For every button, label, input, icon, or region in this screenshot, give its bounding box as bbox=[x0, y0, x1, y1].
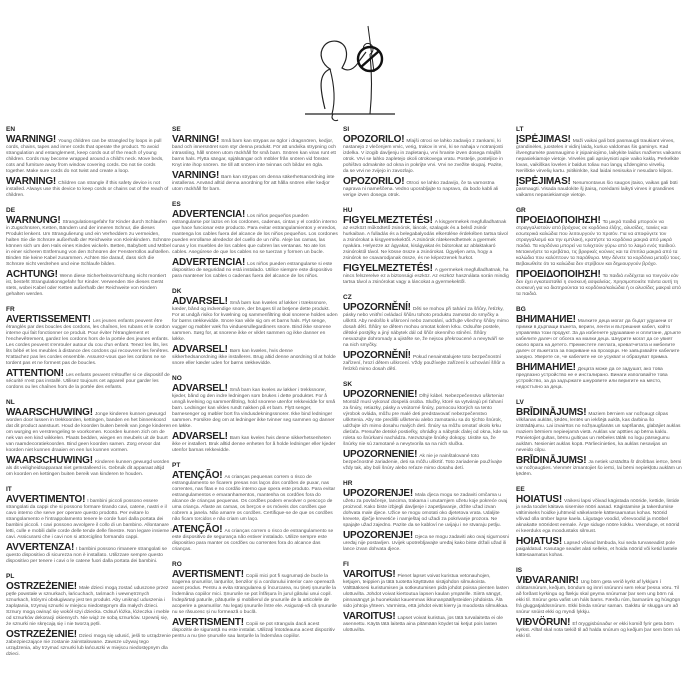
warning-title: AVERTISMENT! bbox=[172, 569, 244, 580]
warning-paragraph bbox=[172, 471, 338, 523]
language-code: DE bbox=[6, 207, 16, 214]
language-code: CZ bbox=[343, 294, 352, 301]
warning-text: Ung börn geta verið kyrkt af lykkjum í dráttarsnúrum, keðjum, böndum og innri snúrunni sem rekur þessa vöru. Til að forðast kyrkingu og flækju skal geyma snúrurnar þar sem ung börn ná ekki til. Snúrur geta vafist um háls barns. Færðu rúm, barnarúm og húsgögn frá gluggatjaldssnúrum. Ekki binda snúrur saman. Gakktu úr skugga um að snúrur snúist ekki og myndi lykkju. bbox=[516, 580, 681, 615]
language-code: EN bbox=[6, 126, 16, 133]
language-code: PT bbox=[172, 462, 181, 469]
warning-paragraph bbox=[516, 576, 682, 616]
warning-text: A kisgyermekek megfulladhatnak az eszközt működtető zsinórok, láncok, szalagok és a belső zsinór hurkaiban. A fulladás és a belegabalyodás elkerülése érdekében tartsa távol a zsinórokat a kisgyermekektől. A zsinórok rátekeredhetnek a gyermek nyakára. Helyezze az ágyakat, kiságyakat és bútorokat az ablaktakaró zsinóroktól távol. Ne kösse össze a zsinórokat. Ügyeljen arra, hogy a zsinórok ne csavarodjanak össze, és ne képezzenek hurkot. bbox=[343, 220, 508, 261]
warning-title: AVVERTIMENTO! bbox=[6, 494, 86, 505]
warning-text: A gyermekek megfulladhatnak, ha nincs felszerelve ez a biztonsági eszköz. Az eszköz használata során mindig tartsa távol a zsinórokat vagy a láncokat a gyermekektől. bbox=[343, 268, 509, 285]
warning-paragraph bbox=[172, 618, 338, 640]
warning-paragraph bbox=[343, 351, 509, 373]
warning-title: ADVERTENCIA! bbox=[172, 209, 246, 220]
warning-text: Copiii mici pot fi sugrumați de bucle la tragerea șnururilor, lanțurilor, benzilor și a cordonului interior care operează acest produs. Pentru a evita strangularea și încurcarea, nu țineți șnururile la îndemâna copiilor mici. Șnururile se pot înfășura în jurul gâtului unui copil. Îndepărtați paturile, pătuțurile și mobilierul de șnururile de la articolele de acoperire a geamurilor. Nu legați șnururile între ele. Asigurați-vă că șnururile nu se răsucesc și nu formează o buclă. bbox=[172, 574, 337, 615]
warning-text: Djeca se mogu zadaviti ako ovaj sigurnosni uređaj nije postavljen. Uvijek upotrebljavajte uređaj kako biste držali užad ili lance izvan dohvata djece. bbox=[343, 535, 509, 552]
warning-title: VARNING! bbox=[172, 170, 220, 181]
warning-text: Børn kan kvæles, hvis denne sikkerhedsanordning ikke installeres. Brug altid denne anordning til at holde snore eller kæder uden for børns rækkevidde. bbox=[172, 349, 336, 366]
warning-paragraph bbox=[343, 390, 509, 448]
language-code: BG bbox=[516, 306, 526, 313]
warning-text: As crianças correm o risco de estrangulamento se este dispositivo de segurança não estiver instalado. Utilize sempre este dispositivo para manter os cordões ou correntes fora do alcance das crianças. bbox=[172, 529, 334, 552]
warning-section-no bbox=[172, 375, 338, 456]
warning-text: Les enfants peuvent s'étouffer si ce dispositif de sécurité n'est pas installé. Utilisez toujours cet appareil pour garder les cordons ou les chaînes hors de la portée des enfants. bbox=[6, 373, 170, 390]
warning-text: I bambini possono rimanere strangolati se questo dispositivo di sicurezza non è installato. Utilizzare sempre questo dispositivo per tenere i cavi o le catene fuori dalla portata dei bambini. bbox=[6, 547, 167, 564]
warning-paragraph bbox=[516, 216, 682, 268]
warning-title: ĮSPĖJIMAS! bbox=[516, 134, 571, 145]
warning-title: ΠΡΟΕΙΔΟΠΟΙΗΣΗ! bbox=[516, 215, 601, 226]
warning-title: ATENÇÃO! bbox=[172, 524, 223, 535]
language-code: FR bbox=[6, 306, 15, 313]
warning-title: ВНИМАНИЕ! bbox=[516, 362, 576, 373]
language-code: GR bbox=[516, 207, 526, 214]
warning-text: Otroci se lahko zadavijo, če ta varnostna naprava ni nameščena. Vedno uporabljajte to napravo, da bodo kabli ali verige izven dosega otrok. bbox=[343, 181, 499, 198]
warning-section-fi bbox=[343, 561, 509, 636]
warning-text: Strangulationsgefahr für Kinder durch Schlaufen in Zugschnüren, Ketten, Bändern und der inneren Schnur, die dieses Produkt lenkent. Um Strangulierung und ein Verheddern zu vermeiden, halten Sie die Schnüre außerhalb der Reichweite von Kleinkindern. Schnüre können sich um den Hals eines Kindes wickeln. Betten, Babybett und Möbel in einer sicheren Entfernung von den Schnüren der Fensterrollos aufstellen. Binden Sie keine Kabel zusammen. Achten Sie darauf, dass sich die Schnüre nicht verdrehen und eine Schlaufe bilden. bbox=[6, 220, 171, 267]
warning-title: ATTENTION! bbox=[6, 368, 64, 379]
warning-text: Barn kan strypas om denna säkerhetsanordning inte installeras. Använd alltid denna anordning för att hålla snören eller kedjor utom räckhåll för barn. bbox=[172, 175, 335, 192]
warning-paragraph bbox=[516, 537, 682, 559]
warning-paragraph bbox=[6, 315, 172, 367]
warning-title: WAARSCHUWING! bbox=[6, 407, 93, 418]
language-code: EE bbox=[516, 486, 525, 493]
warning-text: Jonge kinderen kunnen gewurgd worden door lussen in trekkoorden, kettingen, banden en het binnenkoord dat dit product aanstuurt. Houd de koorden buiten bereik van jonge kinderen om wurging en verstrengeling te voorkomen. Koorden kunnen zich om de nek van een kind wikkelen. Plaats bedden, wiegen en meubels uit de buurt van raamdecoratiekoorden. Bind geen koorden samen. Zorg ervoor dat koorden niet kunnen draaien en een lus kunnen vormen. bbox=[6, 412, 172, 453]
warning-text: Pokud nenainstalujete toto bezpečnostní zařízení, hrozí dětem uškrcení. Vždy používejte zařízení k uchování šňůr a řetízků mimo dosah dětí. bbox=[343, 355, 505, 372]
warning-paragraph bbox=[6, 456, 172, 478]
warning-text: Pienet lapset voivat kuristua vetonauhojen, ketjujen, teippien ja tätä tuotetta käyttävän sisäjohdon silmukoista. Välttääksesi kuristumisen ja sotkeutumisen pidä johdot poissa pienten lasten ulottuvilta. Johdot voivat kiertoutua lapsen kaulan ympärille. Siirrä sängyt, pinnasängyt ja huonekalut kauemmas ikkunanpäällysteiden johdoista. Älä sido johtoja yhteen. Varmista, että johdot eivät kierry ja muodosta silmukkaa. bbox=[343, 574, 509, 609]
warning-title: WARNUNG! bbox=[6, 215, 61, 226]
warning-section-ee bbox=[516, 486, 682, 561]
warning-paragraph bbox=[6, 369, 172, 391]
warning-paragraph bbox=[343, 135, 509, 175]
warning-paragraph bbox=[6, 270, 172, 298]
warning-title: ΠΡΟΕΙΔΟΠΟΙΗΣΗ! bbox=[516, 269, 601, 280]
warning-paragraph bbox=[6, 630, 172, 658]
warning-paragraph bbox=[343, 450, 509, 472]
language-code: HU bbox=[343, 207, 353, 214]
warning-paragraph bbox=[516, 135, 682, 175]
language-code: SI bbox=[343, 126, 350, 133]
warning-paragraph bbox=[6, 408, 172, 454]
warning-title: ATENÇÃO! bbox=[172, 470, 223, 481]
warning-text: Τα μικρά παιδιά μπορούν να στραγγαλιστούν από βρόχους σε κορδόνια έλξης, αλυσίδες, ταινίες και εσωτερικά καλώδια που λειτουργούν το προϊόν. Για να αποφύγετε τον στραγγαλισμό και την εμπλοκή, κρατήστε τα κορδόνια μακριά από μικρά παιδιά. Τα κορδόνια μπορεί να τυλιχτούν γύρω από το λαιμό ενός παιδιού. Μετακινήστε τα κρεβάτια, τις βρεφικές κούνιες και τα έπιπλα μακριά από τα καλώδια που καλύπτουν τα παράθυρα. Μην δένετε τα κορδόνια μεταξύ τους. Βεβαιωθείτε ότι τα καλώδια δεν στρίβουν και δημιουργούν βρόχο. bbox=[516, 220, 682, 267]
warning-text: Väikesi lapsi võivad kägistada nööride, kettide, lintide ja seda toodet käitava sisemise nööri aasad. Kägistamise ja takerdumise vältimiseks hoidke juhtmeid väikelastele kättesaamatus kohas. Nöörid võivad olla ümber lapse kaela. Liigutage voodid, võrevoodid ja mööbel aknakatte nööridest eemale. Ärge siduge nööre kokku. Veenduge, et nöörid ei keerduks ega moodustaks silmust. bbox=[516, 499, 680, 534]
warning-text: Nesumontavus šio saugos įtaiso, vaikas gali būti pasmaugti. Visada naudokite šį įtaisą, norėdami laikyti virves ir grandines vaikams nepasiekiamoje vietoje. bbox=[516, 181, 678, 198]
warning-paragraph bbox=[172, 135, 338, 169]
warning-paragraph bbox=[343, 570, 509, 610]
warning-title: UPOZORENJE! bbox=[343, 530, 414, 541]
warning-section-lt bbox=[516, 126, 682, 201]
warning-section-pt bbox=[172, 462, 338, 555]
warning-title: ADVERTENCIA! bbox=[172, 257, 246, 268]
warning-paragraph bbox=[516, 177, 682, 199]
warning-title: UPOZORNENIE! bbox=[343, 449, 418, 460]
language-code: RO bbox=[172, 561, 182, 568]
warning-title: ADVARSEL! bbox=[172, 383, 228, 394]
warning-paragraph bbox=[343, 612, 509, 634]
warning-title: AVERTISMENT! bbox=[172, 617, 244, 628]
warning-paragraph bbox=[6, 495, 172, 541]
warning-title: OSTRZEŻENIE! bbox=[6, 629, 77, 640]
warning-title: WAARSCHUWING! bbox=[6, 455, 93, 466]
warning-text: As crianças pequenas correm o risco de estrangulamento se ficarem presas nos laços dos cordões de puxar, nas correntes, nas fitas e no cordão interno que opera este produto. Para evitar estrangulamentos e emaranhamentos, mantenha os cordões fora do alcance de crianças pequenas. Os cordões podem envolver o pescoço de uma criança. Afaste as camas, os berços e os móveis dos cordões que cobrem a janela. Não amarre os cordões. Certifique-se de que os cordões não ficam torcidos e não criam um laço. bbox=[172, 475, 336, 522]
warning-text: Små barn kan strypas av öglor i dragsnören, kedjor, band och innersnöret som styr denna produkt. För att undvika strypning och intrassling, håll snören utom räckhåll för små barn. Snören kan viras runt ett barns hals. Flytta sängar, spjälsängar och möbler från snören vid fönster. Knyt inte ihop snören. Se till att snören inte tvinnas och bildar en ögla. bbox=[172, 139, 336, 168]
warning-text: Små børn kan kvæles af løkker i trækssnore, kæder, bånd og indvendige snore, der bruges til at betjene dette produkt. For at undgå risiko for kvælning og sammenfiltring skal snorene holdes uden for børns rækkevidde. Snore kan vikle sig om et barns hals. Flyt senge, vugger og møbler væk fra vinduesrullegardiners snore. Bind ikke snorene sammen. Sørg for, at snorene ikke er viklet sammen og ikke danner en løkke. bbox=[172, 301, 338, 342]
warning-paragraph bbox=[516, 456, 682, 478]
warning-text: Τα παιδιά ενδέχεται να πνιγούν εάν δεν έχει εγκατασταθεί η συσκευή ασφαλείας. Χρησιμοποιείτε πάντα αυτή τη συσκευή για να διατηρούνται τα κορδόνια/καλώδια ή οι αλυσίδες μακριά από τα παιδιά. bbox=[516, 274, 681, 297]
warning-paragraph bbox=[343, 489, 509, 529]
warning-title: VIÐVÖRUN! bbox=[516, 617, 571, 628]
warning-title: VARNING! bbox=[172, 134, 220, 145]
warning-title: OPOZORILO! bbox=[343, 134, 405, 145]
warning-title: ADVARSEL! bbox=[172, 431, 228, 442]
language-code: NO bbox=[172, 375, 182, 382]
language-code: DK bbox=[172, 288, 182, 295]
warning-paragraph bbox=[516, 495, 682, 535]
warning-text: I bambini piccoli possono essere strangolati da cappi che si possono formare tirando cavi, catene, nastri e il cavo interno che serve per operare questo prodotto. Per evitare lo strangolamento e l'intrappolamento tenere le corde fuori dalla portata dei bambini piccoli. I cavi possono avvolgere il collo di un bambino. Allontanare letti, culle e mobili dalle corde delle tende delle finestre. Non legare insieme i cavi. Assicurarsi che i cavi non si attorciglino formando cappi. bbox=[6, 499, 172, 540]
warning-title: HOIATUS! bbox=[516, 536, 562, 547]
warning-paragraph bbox=[172, 171, 338, 193]
warning-paragraph bbox=[172, 525, 338, 553]
warning-title: OSTRZEŻENIE! bbox=[6, 581, 77, 592]
warning-text: Young children can be strangled by loops in pull cords, chains, tapes and inner cords that operate the product. To avoid strangulation and entanglement, keep cords out of the reach of young children. Cords may become wrapped around a child's neck. Move beds, cots and furniture away from window covering cords. Do not tie cords together. Make sure cords do not twist and create a loop. bbox=[6, 139, 164, 174]
warning-paragraph bbox=[343, 531, 509, 553]
warning-text: Малките деца могат да бъдат удушени от примки в дърпащи въжета, вериги, ленти и вътрешния кабел, който управлява този продукт. За да избегнете удушаване и оплитане, дръжте кабелите далеч от обсега на малки деца. Шнурите могат да се увият около врата на детето. Преместете леглата, креватчетата и мебелите далеч от въжетата за покриване на прозорци. Не завързвайте кабелите заедно. Уверете се, че кабелите не се усукват и образуват примка. bbox=[516, 319, 682, 360]
warning-column bbox=[6, 126, 172, 666]
warning-paragraph bbox=[516, 618, 682, 640]
language-code: SE bbox=[172, 126, 181, 133]
warning-section-dk bbox=[172, 288, 338, 369]
warning-paragraph bbox=[172, 432, 338, 454]
warning-text: Lapsed võivad lämbuda, kui seda turvaseadist pole paigaldatud. Kasutage seadet alati selleks, et hoida nöörid või ketid lastele kättesaamatus kohas. bbox=[516, 541, 678, 558]
warning-text: Maziem bērniem var nožņaugt cilpas vilkšanas auklās, ķēdēs, lentēs un iekšējā auklā, kas darbina šo izstrādājumu. Lai izvairītos no nožņaugšanās un sapīšanās, glabājiet auklas maziem bērniem nepieejamā vietā. Auklas var aptīties ap bērna kaklu. Pārvietojiet gultas, bērnu gultiņas un mēbeles tālāk no logu pārsegumu auklām. Nesieniet auklas kopā. Pārliecinieties, ka auklas nesavijas un neveido cilpu. bbox=[516, 412, 681, 453]
warning-title: UPOZORNĚNÍ! bbox=[343, 350, 411, 361]
warning-text: Los niños pequeños pueden estrangularse por lazos en los cordones, cadenas, cintas y el cordón interno que hace funcionar este producto. Para evitar estrangulamientos y enredos, mantenga los cables fuera del alcance de los niños pequeños. Los cordones pueden enrollarse alrededor del cuello de un niño. Aleje las camas, las cunas y los muebles de los cables que cubren las ventanas. No ate los cables. Asegúrese de que los cables no se tuerzan y formen un bucle. bbox=[172, 214, 338, 255]
warning-paragraph bbox=[172, 570, 338, 616]
warning-section-se bbox=[172, 126, 338, 195]
warning-paragraph bbox=[343, 216, 509, 262]
language-code: PL bbox=[6, 573, 15, 580]
warning-text: Mala djeca mogu se zadaviti omčama u užetu za povlačenje, lancima, trakama i unutarnjem užetu koje pokreće ovaj proizvod. Kako biste izbjegli davljenje i zapetljavanje, držite užad izvan dohvata male djece. Užice se mogu omotati oko djetetova vrata. Udaljite krevete, dječje krevetiće i namještaj od užadi za pokrivanje prozora. Ne spajajte užad zajedno. Pazite da se kabloví ne uvijaju i ne stvaraju petlju. bbox=[343, 493, 508, 528]
warning-paragraph bbox=[516, 408, 682, 454]
warning-text: Małe dzieci mogą zostać uduszone przez pętle powstałe w sznurkach, łańcuchach, taśmach i wewnętrznych sznurkach, którymi obsługiwany jest ten produkt. Aby uniknąć uduszenia i zaplątania, trzymaj sznurki w miejscu niedostępnym dla małych dzieci. Sznury mogą owinąć się wokół szyi dziecka. Odsuń łóżka, łóżeczka i meble od sznurków dekoracji okiennych. Nie wiąż ze sobą sznurków. Upewnij się, że sznurki nie skręcają się i nie tworzą pętli. bbox=[6, 586, 170, 627]
language-code: NL bbox=[6, 399, 15, 406]
warning-column bbox=[516, 126, 682, 648]
warning-paragraph bbox=[6, 216, 172, 268]
warning-title: HOIATUS! bbox=[516, 494, 562, 505]
warning-paragraph bbox=[172, 345, 338, 367]
warning-text: Děti se mohou při tahání za šňůry, řetízky, pásky nebo vnitřní ovládací šňůru tohoto produktu zamotat do smyčky a uškrtit. Aby nedošlo k uškrcení nebo zamotání, udržujte všechny šňůry mimo dosah dětí. Šňůry se dětem mohou omotat kolem krku. Odsuňte postele, dětské postýlky a jiný nábytek dál od šňůr okenního stínění. Šňůry nesvazujte dohromady a ujistěte se, že nejsou překroucené a nevytváří se na nich smyčky. bbox=[343, 307, 509, 348]
child-pulling-cord-prohibited-icon bbox=[290, 14, 410, 124]
warning-paragraph bbox=[172, 210, 338, 256]
warning-text: Mlajši otroci se lahko zadavijo z zankami, ki nastanejo z vlečenjem vrvic, verig, trakov in vrvi, ki se nahaja v notranjosti izdelka. V izogib davljenju in zapletanju, vrvi hranite izven dosega mlajših otrok. Vrvi se lahko zapletejo okoli otrokovega vratu. Postelje, posteljice in pohištvo odmaknite od okna in pokrijte vrvi. Vrvi ne zvežite skupaj. Pazite, da se vrvi ne zvijejo in zavozlajo. bbox=[343, 139, 503, 174]
warning-section-de bbox=[6, 207, 172, 300]
warning-paragraph bbox=[172, 258, 338, 280]
warning-text: Barn kan kveles hvis denne sikkerhetsenheten ikke er installert. Bruk alltid denne enheten for å holde ledninger eller kjeder utenfor barnas rekkevidde. bbox=[172, 436, 336, 453]
warning-text: Les jeunes enfants peuvent être étranglés par des boucles des cordons, les chaînes, les rubans et le cordon interne qui fait fonctionner ce produit. Pour éviter l'étranglement et l'enchevêtrement, gardez les cordons hors de la portée des jeunes enfants. Les cordes peuvent s'enrouler autour du cou d'un enfant. Tenez les lits, les lits bébé et les meubles à distance des cordons qui recouvrent les fenêtres. N'attachez pas les cordes ensemble. Assurez-vous que les cordons ne se tordent pas et ne forment pas de boucles. bbox=[6, 319, 170, 366]
warning-text: Copiii se pot strangula dacă acest dispozitiv de siguranță nu este instalat. Utilizați întotdeauna acest dispozitiv pentru a nu ține șnururile sau lanțurile la îndemâna copiilor. bbox=[172, 622, 335, 639]
warning-paragraph bbox=[172, 297, 338, 343]
warning-section-ro bbox=[172, 561, 338, 642]
warning-section-fr bbox=[6, 306, 172, 393]
language-code: IS bbox=[516, 567, 523, 574]
language-code: LV bbox=[516, 399, 524, 406]
warning-text: Lapset voivat kuristua, jos tätä turvalaitetta ei ole asennettu. Käytä tätä laitetta aina pitämään köydet tai ketjut pois lasten ulottuvilta. bbox=[343, 616, 503, 633]
warning-paragraph bbox=[516, 270, 682, 298]
warning-text: Maži vaikai gali būti pasmaugti traukiant virves, grandinėles, juosteles ir vidinį laidą, kuriuo valdomas šis gaminys. Kad išvengtumėte pasmaugimo ir įsipainiojimo, laikykite laidus mažiems vaikams nepasiekiamoje vietoje. Virvelės gali apsivynioti apie vaiko kaklą. Perkelkite lovas, vaikiškas loveles ir baldus toliau nuo langų uždengimo virvelių. Nerišktie virvelių kartu. Įsitikinkite, kad laidai nesisuka ir nesudaro kilpos. bbox=[516, 139, 681, 174]
warning-paragraph bbox=[6, 177, 172, 199]
warning-paragraph bbox=[6, 135, 172, 175]
language-code: SK bbox=[343, 381, 353, 388]
warning-paragraph bbox=[343, 177, 509, 199]
warning-paragraph bbox=[343, 303, 509, 349]
warning-section-is bbox=[516, 567, 682, 642]
warning-section-nl bbox=[6, 399, 172, 480]
warning-section-cz bbox=[343, 294, 509, 375]
warning-paragraph bbox=[343, 264, 509, 286]
warning-text: Små barn kan kveles av løkker i trekksnorer, kjeder, bånd og den indre ledningen som brukes i dette produktet. For å unngå kvelning og sammenfiltring, hold snorene utenfor rekkevidde for små barn. Ledninger kan vikles rundt nakken på et barn. Flytt senger, barnesenger og møbler bort fra vindusdekningssnorer. Ikke bind ledninger sammen. Forsikre deg om at ledninger ikke tvinner seg sammen og danner en løkke. bbox=[172, 388, 336, 429]
warning-section-si bbox=[343, 126, 509, 201]
warning-text: Wenn diese Sicherheitsvorrichtung nicht montiert ist, besteht Strangulationsgefahr für Kinder. Verwenden Sie dieses Gerät stets, wobei Kabel oder Ketten außerhalb der Reichweite von Kindern gehalten werden. bbox=[6, 274, 166, 297]
warning-title: UPOZORNĚNÍ! bbox=[343, 302, 411, 313]
warning-paragraph bbox=[172, 384, 338, 430]
warning-section-hu bbox=[343, 207, 509, 288]
language-code: IT bbox=[6, 486, 12, 493]
warning-text: Dzieci mogą się udusić, jeśli to urządzenie zabezpieczające nie zostanie zainstalowane. Zawsze używaj tego urządzenia, aby trzymać sznurki lub łańcuszki w miejscu niedostępnym dla dzieci. bbox=[6, 634, 171, 657]
warning-text: Children can strangle if this safety device is not installed. Always use this device to keep cords or chains out of the reach of children. bbox=[6, 181, 169, 198]
warning-section-sk bbox=[343, 381, 509, 474]
warning-title: BRĪDINĀJUMS! bbox=[516, 455, 587, 466]
warning-title: ВНИМАНИЕ! bbox=[516, 314, 576, 325]
language-code: ES bbox=[172, 201, 181, 208]
warning-title: ADVARSEL! bbox=[172, 296, 228, 307]
warning-text: Ja netiek uzstādīta šī drošības ierīce, bērni var nožņaugties. Vienmēr izmantojiet šo ierīci, lai bērni nepiekļūtu auklām un ķēdēm. bbox=[516, 460, 682, 477]
warning-text: Los niños pueden estrangularse si este dispositivo de seguridad no está instalado. Utilice siempre este dispositivo para mantener los cables o cadenas fuera del alcance de los niños. bbox=[172, 262, 333, 279]
warning-column bbox=[172, 126, 338, 648]
warning-section-it bbox=[6, 486, 172, 567]
language-code: HR bbox=[343, 480, 353, 487]
warning-section-en bbox=[6, 126, 172, 201]
warning-title: WARNING! bbox=[6, 134, 57, 145]
warning-title: ACHTUNG! bbox=[6, 269, 58, 280]
warning-section-gr bbox=[516, 207, 682, 300]
warning-text: Dlhý kábel. Nebezpečenstvo uškrtenia! Montáž musí vykonať dospelá osoba. Slučky, ktoré sa vytvárajú pri ťahaní za šnúry, retiazky, pásky a vnútorné šnúry, pomocou ktorých sa tento výrobok ovláda, môžu pre malé deti predstavovať nebezpečenstvo uškrtenia. Aby ste predišli uškrteniu alebo zamotaniu sa do týchto šnúrok, udržujte ich mimo dosahu malých detí. Šnúry sa môžu omotať okolo krku dieťaťa. Presuňte detské postieľky, ohrádky a nábytok ďalej od okna, kde sa roleta so šnúrkami nachádza. Nezväzujte šnúrky dokopy. Uistite sa, že šnúrky nie sú zamotané a nevytvorila sa na nich slučka. bbox=[343, 394, 508, 447]
warning-title: ADVARSEL! bbox=[172, 344, 228, 355]
warning-title: VIÐVARANIR! bbox=[516, 575, 579, 586]
warning-text: Ak nie je nainštalované toto bezpečnostné zariadenie, deti sa môžu uškrtiť. Toto zariadenie používajte vždy tak, aby boli šnúry alebo reťaze mimo dosahu detí. bbox=[343, 454, 503, 471]
language-code: LT bbox=[516, 126, 524, 133]
warning-title: VAROITUS! bbox=[343, 611, 396, 622]
warning-text: Ef öryggisbúnaður er ekki komið fyrir geta börn kyrkst. Alltaf skal nota tækið til að halda snúrum og keðjum þar sem börn ná ekki til. bbox=[516, 622, 680, 639]
warning-paragraph bbox=[6, 543, 172, 565]
warning-section-es bbox=[172, 201, 338, 282]
warning-text: Kinderen kunnen gewurgd worden als dit veiligheidsapparaat niet geïnstalleerd is. Gebruik dit apparaat altijd om koorden en kettingen buiten bereik van kinderen te houden. bbox=[6, 460, 170, 477]
warning-column bbox=[343, 126, 509, 642]
warning-text: Децата може да се задушат, ако това предпазно устройство не е инсталирано. Винаги използвайте това устройство, за да задържате шнуровете или веригите на място, недостъпно за деца. bbox=[516, 367, 668, 390]
warning-paragraph bbox=[6, 582, 172, 628]
warning-title: OPOZORILO! bbox=[343, 176, 405, 187]
language-code: FI bbox=[343, 561, 349, 568]
warning-title: BRĪDINĀJUMS! bbox=[516, 407, 587, 418]
warning-paragraph bbox=[516, 315, 682, 361]
warning-title: UPOZORENJE! bbox=[343, 488, 414, 499]
warning-section-pl bbox=[6, 573, 172, 660]
warning-paragraph bbox=[516, 363, 682, 391]
warning-title: UPOZORNENIE! bbox=[343, 389, 418, 400]
warning-title: FIGYELMEZTETÉS! bbox=[343, 215, 433, 226]
warning-title: VAROITUS! bbox=[343, 569, 396, 580]
warning-title: AVVERTENZA! bbox=[6, 542, 75, 553]
warning-section-hr bbox=[343, 480, 509, 555]
warning-section-lv bbox=[516, 399, 682, 480]
warning-title: WARNING! bbox=[6, 176, 57, 187]
warning-section-bg bbox=[516, 306, 682, 393]
warning-title: AVERTISSEMENT! bbox=[6, 314, 91, 325]
warning-title: ĮSPĖJIMAS! bbox=[516, 176, 571, 187]
warning-title: FIGYELMEZTETÉS! bbox=[343, 263, 433, 274]
